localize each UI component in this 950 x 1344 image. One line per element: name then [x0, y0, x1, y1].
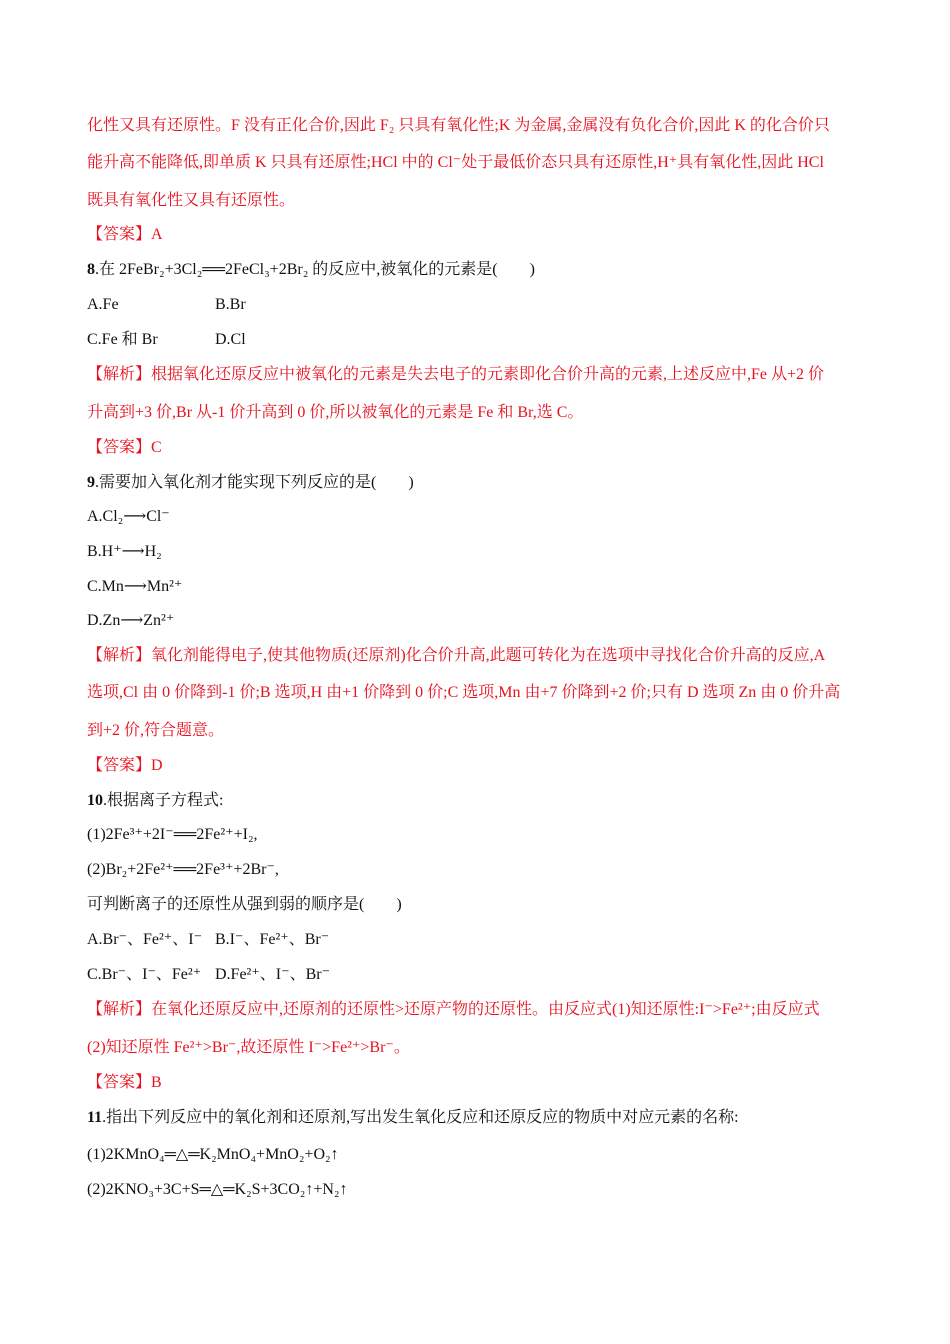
question-11: [87, 1108, 739, 1128]
question-text: 可判断离子的还原性从强到弱的顺序是( ): [87, 896, 402, 913]
answer: 【答案】A: [87, 226, 163, 243]
analysis-line: 选项,Cl 由 0 价降到-1 价;B 选项,H 由+1 价降到 0 价;C 选项,Mn 由+7 价降到+2 价;只有 D 选项 Zn 由 0 价升高: [87, 684, 841, 701]
options-row: [87, 965, 331, 985]
option: C.Mn⟶Mn²⁺: [87, 578, 183, 595]
question-8: [87, 260, 535, 280]
analysis-line: 【解析】在氧化还原反应中,还原剂的还原性>还原产物的还原性。由反应式(1)知还原性:I⁻>Fe²⁺;由反应式: [87, 1001, 820, 1018]
question-stem: .需要加入氧化剂才能实现下列反应的是( ): [95, 474, 414, 491]
answer: 【答案】B: [87, 1074, 162, 1091]
answer: 【答案】D: [87, 757, 163, 774]
equation: (1)2KMnO₄═△═K₂MnO₄+MnO₂+O₂↑: [87, 1146, 339, 1163]
option: A.Cl₂⟶Cl⁻: [87, 508, 170, 525]
question-number: 8: [87, 261, 95, 278]
options-row: [87, 330, 246, 350]
question-9: [87, 473, 414, 493]
analysis-line: 化性又具有还原性。F 没有正化合价,因此 F₂ 只具有氧化性;K 为金属,金属没有负化合价,因此 K 的化合价只: [87, 117, 830, 134]
option: A.Fe: [87, 296, 119, 313]
answer: 【答案】C: [87, 439, 162, 456]
equation: (1)2Fe³⁺+2I⁻══2Fe²⁺+I₂,: [87, 826, 258, 843]
question-10: [87, 791, 223, 811]
analysis-line: (2)知还原性 Fe²⁺>Br⁻,故还原性 I⁻>Fe²⁺>Br⁻。: [87, 1039, 410, 1056]
analysis-line: 【解析】根据氧化还原反应中被氧化的元素是失去电子的元素即化合价升高的元素,上述反应中,Fe 从+2 价: [87, 366, 825, 383]
question-number: 9: [87, 474, 95, 491]
analysis-line: 到+2 价,符合题意。: [87, 722, 225, 739]
question-number: 11: [87, 1109, 103, 1126]
question-number: 10: [87, 792, 103, 809]
option: B.I⁻、Fe²⁺、Br⁻: [215, 931, 330, 948]
options-row: [87, 930, 330, 950]
options-row: [87, 295, 246, 315]
equation: (2)Br₂+2Fe²⁺══2Fe³⁺+2Br⁻,: [87, 861, 279, 878]
option: D.Cl: [215, 331, 246, 348]
question-stem: .在 2FeBr₂+3Cl₂══2FeCl₃+2Br₂ 的反应中,被氧化的元素是( ): [95, 261, 535, 278]
option: C.Br⁻、I⁻、Fe²⁺: [87, 966, 202, 983]
equation: (2)2KNO₃+3C+S═△═K₂S+3CO₂↑+N₂↑: [87, 1181, 348, 1198]
option: B.H⁺⟶H₂: [87, 543, 162, 560]
analysis-line: 能升高不能降低,即单质 K 只具有还原性;HCl 中的 Cl⁻处于最低价态只具有还原性,H⁺具有氧化性,因此 HCl: [87, 154, 824, 171]
option: D.Zn⟶Zn²⁺: [87, 612, 175, 629]
option: D.Fe²⁺、I⁻、Br⁻: [215, 966, 331, 983]
option: C.Fe 和 Br: [87, 331, 158, 348]
option: B.Br: [215, 296, 246, 313]
question-stem: .根据离子方程式:: [103, 792, 224, 809]
analysis-line: 升高到+3 价,Br 从-1 价升高到 0 价,所以被氧化的元素是 Fe 和 Br,选 C。: [87, 404, 584, 421]
analysis-line: 既具有氧化性又具有还原性。: [87, 192, 296, 209]
analysis-line: 【解析】氧化剂能得电子,使其他物质(还原剂)化合价升高,此题可转化为在选项中寻找化合价升高的反应,A: [87, 647, 826, 664]
question-stem: .指出下列反应中的氧化剂和还原剂,写出发生氧化反应和还原反应的物质中对应元素的名称:: [102, 1109, 739, 1126]
option: A.Br⁻、Fe²⁺、I⁻: [87, 931, 203, 948]
